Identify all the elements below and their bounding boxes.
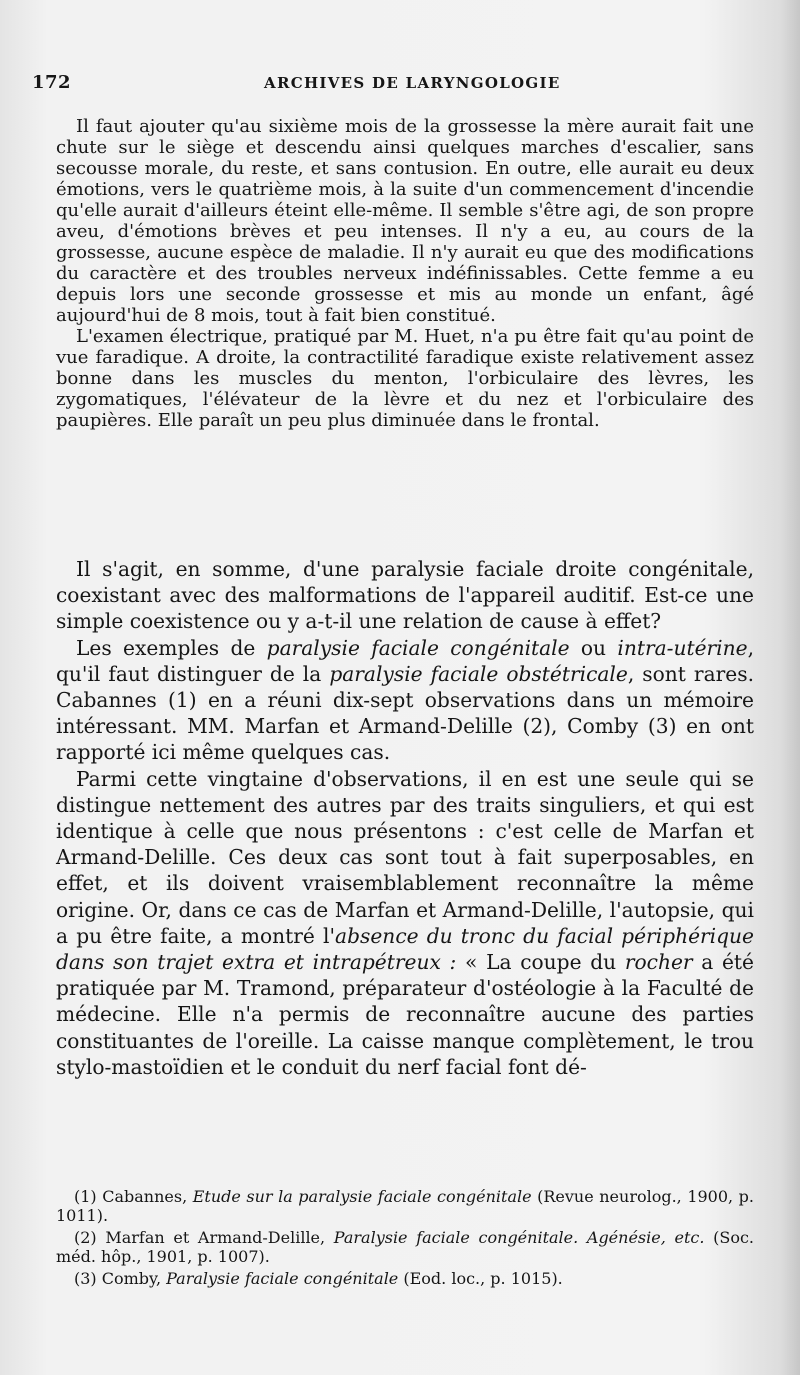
text-segment: Les exemples de <box>76 635 267 660</box>
italic-term: paralysie faciale congénitale <box>266 635 570 660</box>
footnote-reference: (Soc. méd. hôp., 1901, p. 1007). <box>56 1228 754 1266</box>
footnote-marker: (2) Marfan et Armand-Delille, <box>74 1228 334 1247</box>
italic-term: paralysie faciale obstétricale <box>329 661 628 686</box>
footnote-marker: (1) Cabannes, <box>74 1187 193 1206</box>
text-segment: , qu'il faut distinguer de la <box>56 635 754 686</box>
paragraph-rare-cases <box>56 635 754 766</box>
footnote-title: Paralysie faciale congénitale <box>166 1269 399 1288</box>
footnote-reference: (Eod. loc., p. 1015). <box>398 1269 563 1288</box>
footnote-2 <box>56 1228 754 1266</box>
text-segment: ou <box>569 635 618 660</box>
paragraph-summary: Il s'agit, en somme, d'une paralysie faciale droite congénitale, coexistant avec des malformations de l'appareil auditif. Est-ce une simple coexistence ou y a-t-il une relation de cause à effet? <box>56 557 754 634</box>
text-segment: « La coupe du <box>456 950 625 975</box>
italic-term: rocher <box>624 950 693 975</box>
running-title: ARCHIVES DE LARYNGOLOGIE <box>264 74 561 92</box>
text-segment: a été pratiquée par M. Tramond, préparateur d'ostéologie à la Faculté de médecine. Elle n'a permis de reconnaître aucune des parties constituantes de l'oreille. La caisse manque complètement, le trou stylo-mastoïdien et le conduit du nerf facial font dé- <box>56 950 754 1079</box>
page-header <box>32 72 732 100</box>
footnote-title: Etude sur la paralysie faciale congénitale <box>192 1187 532 1206</box>
italic-quote: absence du tronc du facial périphérique dans son trajet extra et intrapétreux : <box>56 923 755 975</box>
footnote-1 <box>56 1187 754 1225</box>
footnote-marker: (3) Comby, <box>74 1269 167 1288</box>
page-number: 172 <box>32 72 72 93</box>
footnotes <box>56 1187 754 1291</box>
main-text-section <box>56 556 754 1080</box>
paragraph-pregnancy-history: Il faut ajouter qu'au sixième mois de la grossesse la mère aurait fait une chute sur le siège et descendu ainsi quelques marches d'escalier, sans secousse morale, du reste, et sans contusion. En outre, elle aurait eu deux émotions, vers le quatrième mois, à la suite d'un commencement d'incendie qu'elle aurait d'ailleurs éteint elle-même. Il semble s'être agi, de son propre aveu, d'émotions brèves et peu intenses. Il n'y a eu, au cours de la grossesse, aucune espèce de maladie. Il n'y aurait eu que des modifications du caractère et des troubles nerveux indéfinissables. Cette femme a eu depuis lors une seconde grossesse et mis au monde un enfant, âgé aujourd'hui de 8 mois, tout à fait bien constitué. <box>56 116 754 326</box>
footnote-3 <box>56 1269 754 1288</box>
italic-term: intra-utérine <box>617 635 748 660</box>
footnote-reference: (Revue neurolog., 1900, p. 1011). <box>56 1187 755 1225</box>
paragraph-comparison <box>56 766 754 1080</box>
text-segment: , sont rares. Cabannes (1) en a réuni dix-sept observations dans un mémoire intéressant. MM. Marfan et Armand-Delille (2), Comby (3) en ont rapporté ici même quelques cas. <box>56 661 754 765</box>
footnote-title: Paralysie faciale congénitale. Agénésie, etc. <box>333 1228 705 1247</box>
text-segment: Parmi cette vingtaine d'observations, il en est une seule qui se distingue nettement des autres par des traits singuliers, et qui est identique à celle que nous présentons : c'est celle de Marfan et Armand-Delille. Ces deux cas sont tout à fait superposables, en effet, et ils doivent vraisemblablement reconnaître la même origine. Or, dans ce cas de Marfan et Armand-Delille, l'autopsie, qui a pu être faite, a montré l' <box>56 766 754 948</box>
small-print-section <box>56 116 754 431</box>
paragraph-electrical-exam: L'examen électrique, pratiqué par M. Huet, n'a pu être fait qu'au point de vue faradique. A droite, la contractilité faradique existe relativement assez bonne dans les muscles du menton, l'orbiculaire des lèvres, les zygomatiques, l'élévateur de la lèvre et du nez et l'orbiculaire des paupières. Elle paraît un peu plus diminuée dans le frontal. <box>56 326 754 431</box>
